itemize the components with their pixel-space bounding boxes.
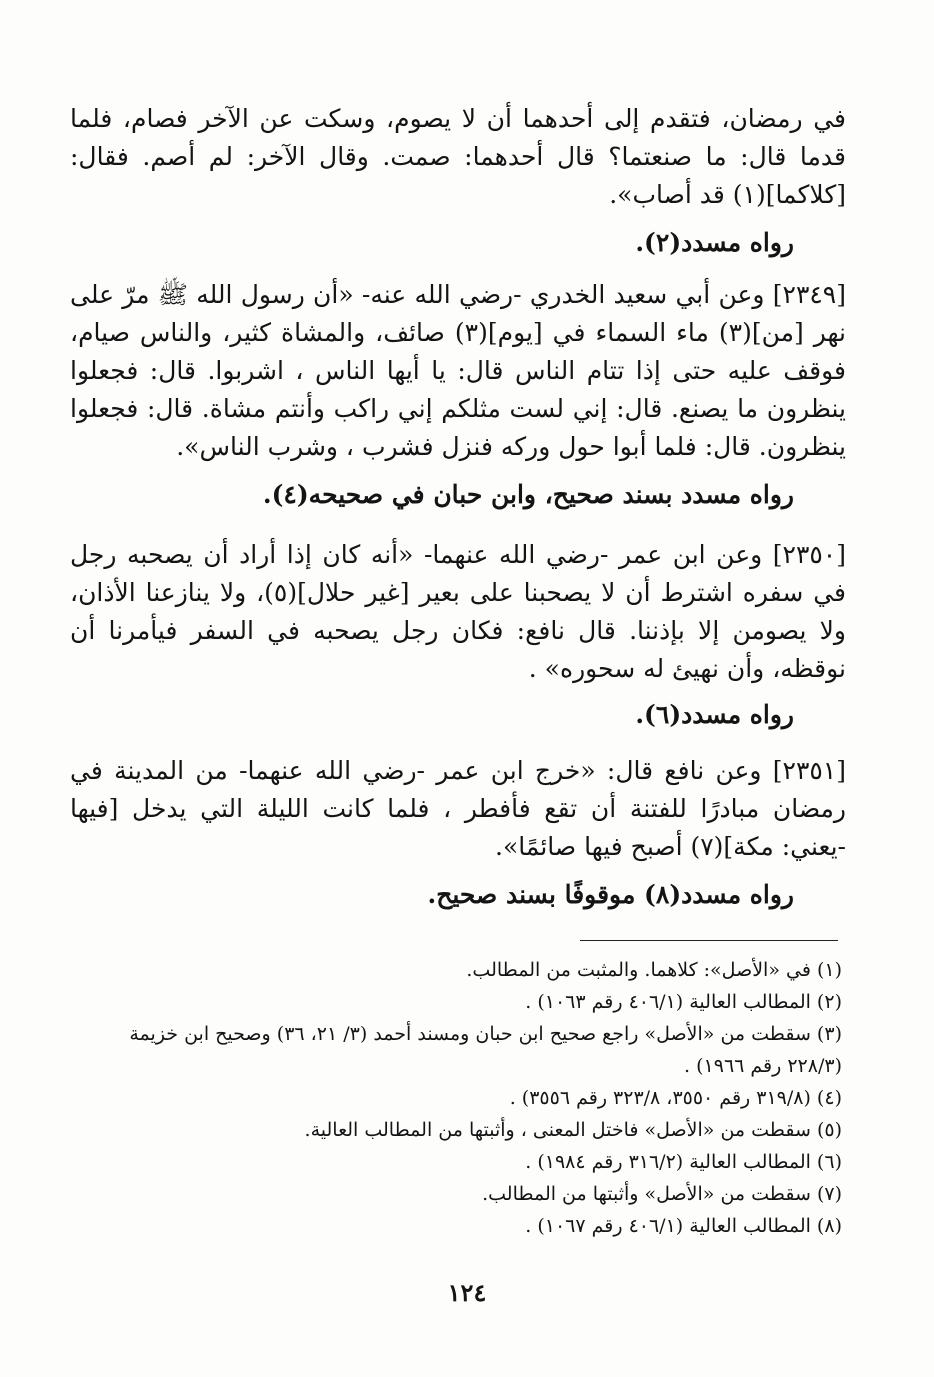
footnote-3: (٣) سقطت من «الأصل» راجع صحيح ابن حبان ومسند أحمد (٣/ ٢١، ٣٦) وصحيح ابن خزيمة (٢٢٨/٣ رقم ١٩٦٦) . bbox=[129, 1023, 842, 1077]
footnote-2: (٢) المطالب العالية (٤٠٦/١ رقم ١٠٦٣) . bbox=[525, 991, 842, 1013]
hadith-2351-text: [٢٣٥١] وعن نافع قال: «خرج ابن عمر -رضي الله عنهما- من المدينة في رمضان مبادرًا للفتنة أن تقع فأفطر ، فلما كانت الليلة التي يدخل [فيها -يعني: مكة](٧) أصبح فيها صائمًا». bbox=[70, 756, 846, 861]
source-line-musaddad-mawquf: رواه مسدد(٨) موقوفًا بسند صحيح. bbox=[427, 880, 794, 909]
paragraph-continuation: في رمضان، فتقدم إلى أحدهما أن لا يصوم، وسكت عن الآخر فصام، فلما قدما قال: ما صنعتما؟ قال أحدهما: صمت. وقال الآخر: لم أصم. فقال: [كلاكما](١) قد أصاب». bbox=[70, 104, 846, 209]
source-line-musaddad-ibn-hibban: رواه مسدد بسند صحيح، وابن حبان في صحيحه(٤). bbox=[262, 480, 794, 509]
hadith-2349 bbox=[70, 276, 846, 514]
footnote-7: (٧) سقطت من «الأصل» وأثبتها من المطالب. bbox=[482, 1183, 842, 1205]
footnote-5: (٥) سقطت من «الأصل» فاختل المعنى ، وأثبتها من المطالب العالية. bbox=[304, 1119, 842, 1141]
footnote-4: (٤) (٣١٩/٨ رقم ٣٥٥٠، ٣٢٣/٨ رقم ٣٥٥٦) . bbox=[509, 1087, 842, 1109]
page-number: ١٢٤ bbox=[447, 1278, 487, 1307]
footnote-6: (٦) المطالب العالية (٣١٦/٢ رقم ١٩٨٤) . bbox=[525, 1151, 842, 1173]
hadith-2350-text: [٢٣٥٠] وعن ابن عمر -رضي الله عنهما- «أنه كان إذا أراد أن يصحبه رجل في سفره اشترط أن لا يصحبنا على بعير [غير حلال](٥)، ولا ينازعنا الأذان، ولا يصومن إلا بإذننا. قال نافع: فكان رجل يصحبه في السفر فيأمرنا أن نوقظه، وأن نهيئ له سحوره» . bbox=[70, 540, 846, 683]
footnote-separator bbox=[580, 940, 838, 941]
hadith-2349-text: [٢٣٤٩] وعن أبي سعيد الخدري -رضي الله عنه- «أن رسول الله ﷺ مرّ على نهر [من](٣) ماء السماء في [يوم](٣) صائف، والمشاة كثير، والناس صيام، فوقف عليه حتى إذا تتام الناس قال: يا أيها الناس ، اشربوا. قال: فجعلوا ينظرون ما يصنع. قال: إني لست مثلكم إني راكب وأنتم مشاة. قال: فجعلوا ينظرون. قال: فلما أبوا حول وركه فنزل فشرب ، وشرب الناس». bbox=[70, 280, 847, 461]
main-text bbox=[70, 100, 846, 262]
footnote-1: (١) في «الأصل»: كلاهما. والمثبت من المطالب. bbox=[466, 959, 842, 981]
hadith-2351 bbox=[70, 752, 846, 914]
footnote-8: (٨) المطالب العالية (٤٠٦/١ رقم ١٠٦٧) . bbox=[525, 1215, 842, 1237]
source-line-musaddad: رواه مسدد(٢). bbox=[635, 228, 794, 257]
footnotes bbox=[70, 954, 842, 1242]
hadith-2350 bbox=[70, 536, 846, 734]
source-line-musaddad-2: رواه مسدد(٦). bbox=[635, 700, 794, 729]
